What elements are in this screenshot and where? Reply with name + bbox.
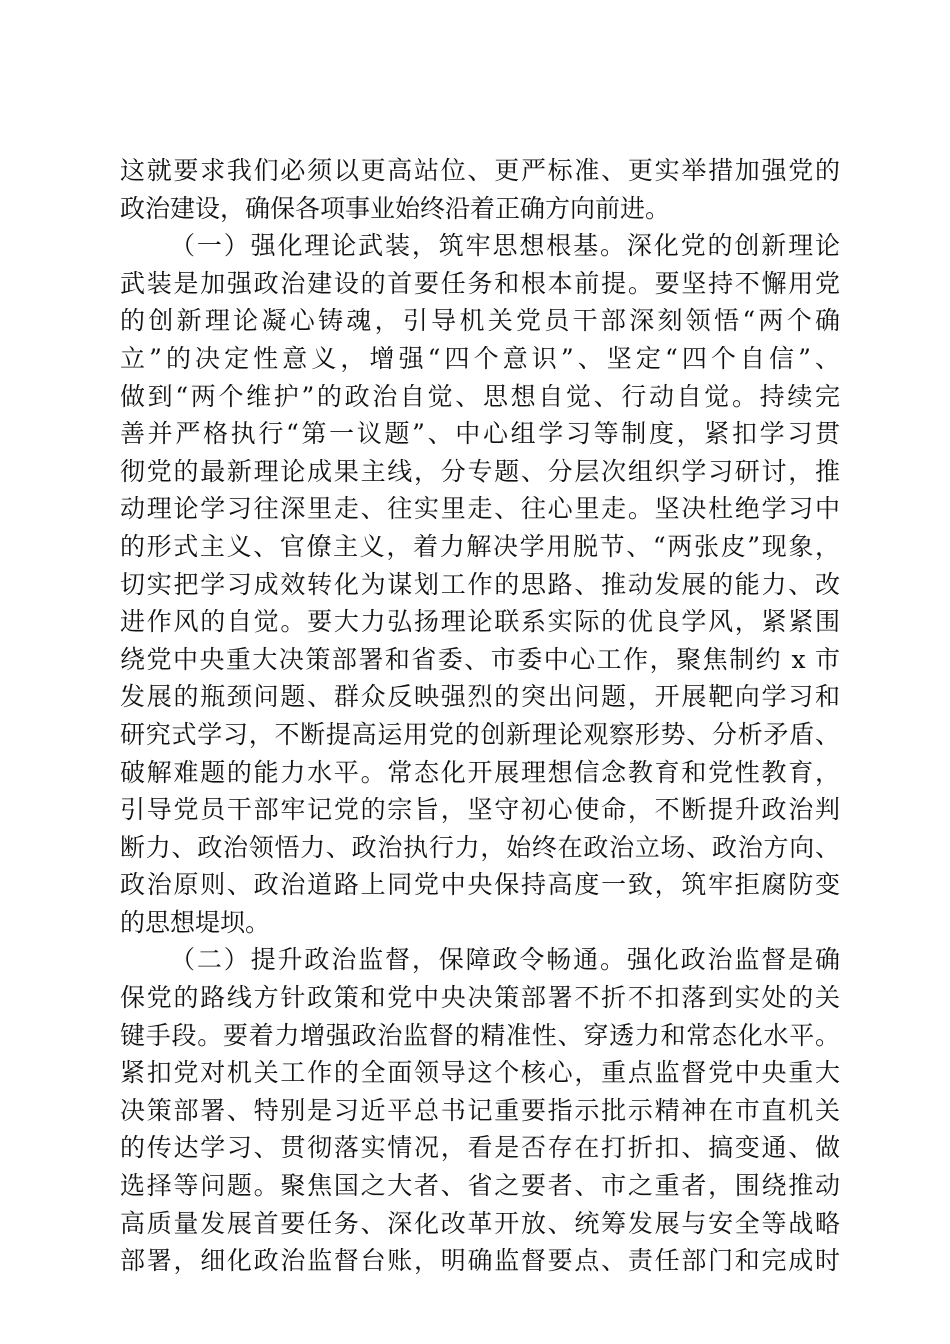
text-line: 动理论学习往深里走、往实里走、往心里走。坚决杜绝学习中 <box>120 494 840 524</box>
text-line: 政治建设，确保各项事业始终沿着正确方向前进。 <box>120 193 671 223</box>
text-line: 政治原则、政治道路上同党中央保持高度一致，筑牢拒腐防变 <box>120 870 840 900</box>
text-line: 做到“两个维护”的政治自觉、思想自觉、行动自觉。持续完 <box>120 381 840 411</box>
text-line: 的创新理论凝心铸魂，引导机关党员干部深刻领悟“两个确 <box>120 306 840 336</box>
document-body <box>120 152 840 1280</box>
text-line: 切实把学习成效转化为谋划工作的思路、推动发展的能力、改 <box>120 569 840 599</box>
text-line: 进作风的自觉。要大力弘扬理论联系实际的优良学风，紧紧围 <box>120 607 840 637</box>
text-line: 保党的路线方针政策和党中央决策部署不折不扣落到实处的关 <box>120 983 840 1013</box>
text-line: 立”的决定性意义，增强“四个意识”、坚定“四个自信”、 <box>120 343 840 373</box>
paragraph-section-1 <box>120 227 840 941</box>
text-line: 紧扣党对机关工作的全面领导这个核心，重点监督党中央重大 <box>120 1058 840 1088</box>
text-line: 选择等问题。聚焦国之大者、省之要者、市之重者，围绕推动 <box>120 1171 840 1201</box>
text-line: 键手段。要着力增强政治监督的精准性、穿透力和常态化水平。 <box>120 1020 840 1050</box>
text-line: 的传达学习、贯彻落实情况，看是否存在打折扣、搞变通、做 <box>120 1133 840 1163</box>
text-line: 武装是加强政治建设的首要任务和根本前提。要坚持不懈用党 <box>120 268 840 298</box>
paragraph-intro-continuation <box>120 152 840 227</box>
text-line: 的思想堤坝。 <box>120 907 271 937</box>
text-line: 高质量发展首要任务、深化改革开放、统筹发展与安全等战略 <box>120 1208 840 1238</box>
text-line: 决策部署、特别是习近平总书记重要指示批示精神在市直机关 <box>120 1095 840 1125</box>
text-line: （二）提升政治监督，保障政令畅通。强化政治监督是确 <box>170 945 840 975</box>
text-line: 善并严格执行“第一议题”、中心组学习等制度，紧扣学习贯 <box>120 419 840 449</box>
text-line: 部署，细化政治监督台账，明确监督要点、责任部门和完成时 <box>120 1246 840 1276</box>
text-line: 绕党中央重大决策部署和省委、市委中心工作，聚焦制约 x 市 <box>120 644 840 674</box>
text-line: 这就要求我们必须以更高站位、更严标准、更实举措加强党的 <box>120 156 840 185</box>
text-line: 断力、政治领悟力、政治执行力，始终在政治立场、政治方向、 <box>120 832 840 862</box>
text-line: 破解难题的能力水平。常态化开展理想信念教育和党性教育， <box>120 757 840 787</box>
paragraph-section-2 <box>120 941 840 1279</box>
text-line: 彻党的最新理论成果主线，分专题、分层次组织学习研讨，推 <box>120 456 840 486</box>
text-line: （一）强化理论武装，筑牢思想根基。深化党的创新理论 <box>170 231 840 261</box>
text-line: 发展的瓶颈问题、群众反映强烈的突出问题，开展靶向学习和 <box>120 682 840 712</box>
text-line: 引导党员干部牢记党的宗旨，坚守初心使命，不断提升政治判 <box>120 795 840 825</box>
text-line: 的形式主义、官僚主义，着力解决学用脱节、“两张皮”现象， <box>120 531 840 561</box>
text-line: 研究式学习，不断提高运用党的创新理论观察形势、分析矛盾、 <box>120 719 840 749</box>
